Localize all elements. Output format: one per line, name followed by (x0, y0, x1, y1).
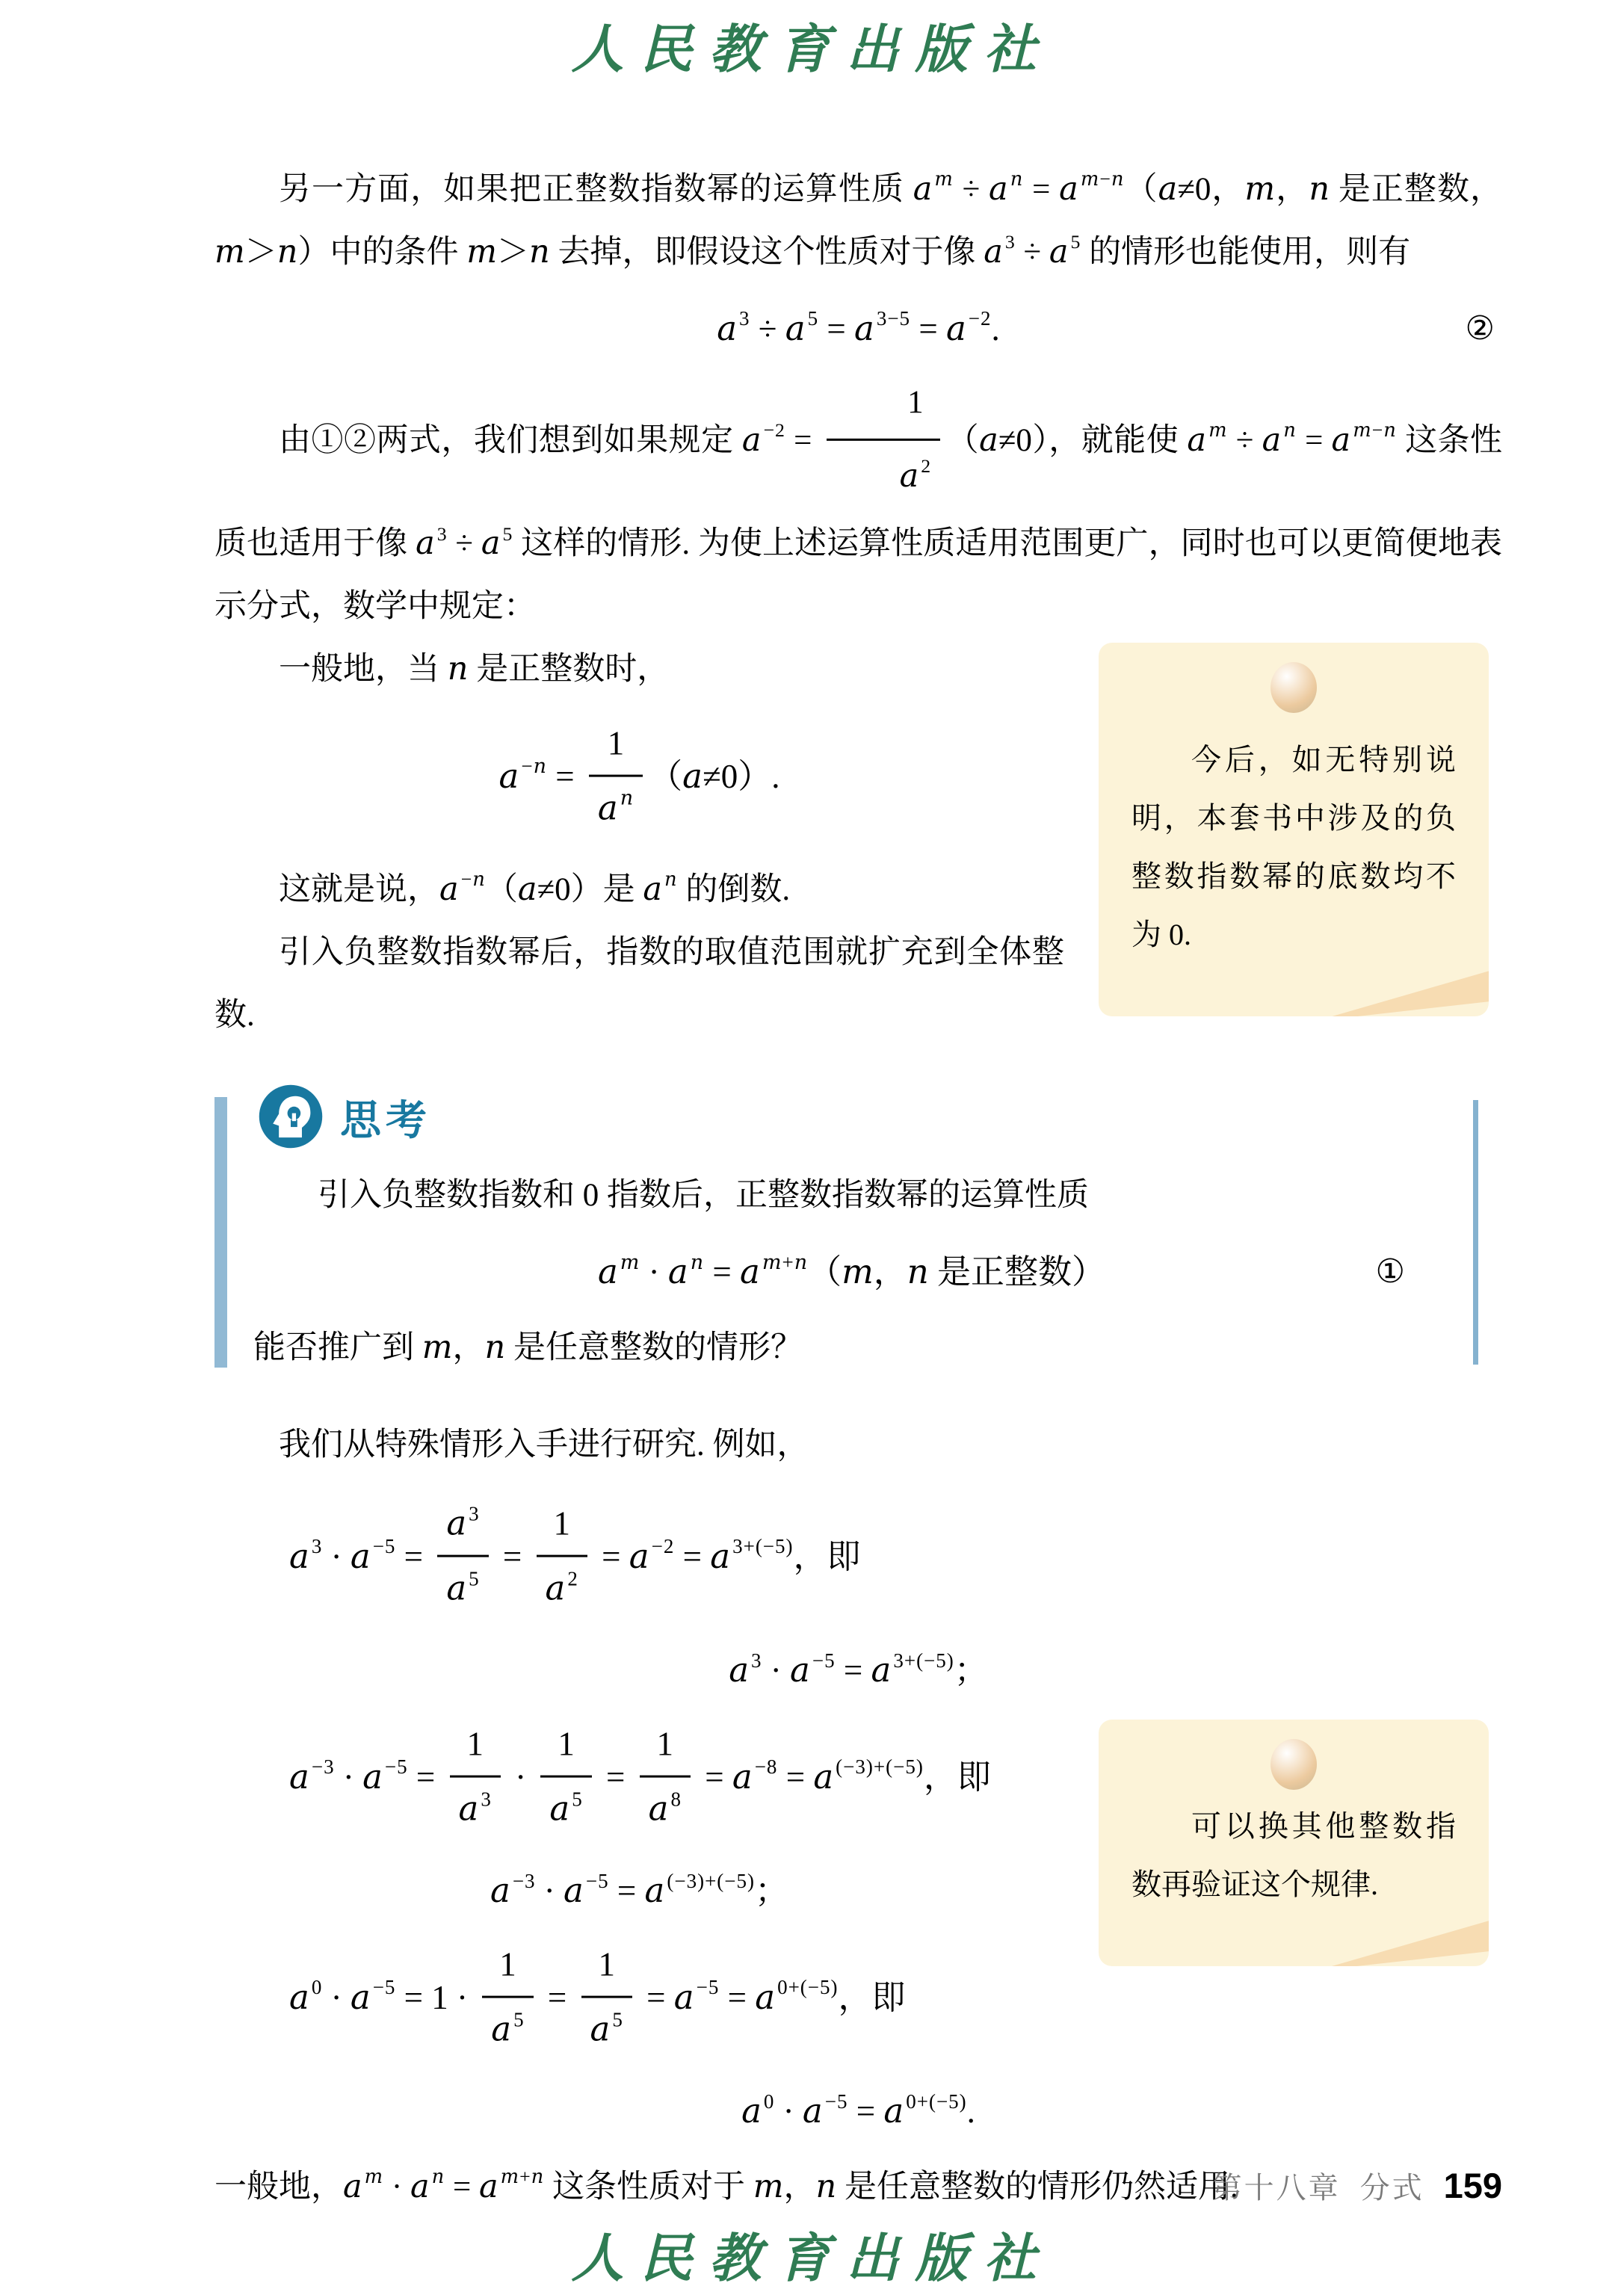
footer-page-number: 159 (1443, 2166, 1502, 2205)
think-title: 思考 (340, 1096, 432, 1143)
equation-tag-2: ② (1465, 309, 1495, 347)
formula-expression: a $^{-n}$ = $\frac{1}{a ^n}$ （a≠0）. (499, 758, 780, 795)
equation-tag-1: ① (1375, 1253, 1405, 1291)
publisher-logo-text: 人民教育出版社 (571, 18, 1053, 80)
paragraph-reciprocal: 这就是说，a $^{-n}$（a≠0）是 a $^n$ 的倒数. (279, 868, 791, 908)
formula-expression: a $^3$ ÷ a $^5$ = a $^{3-5}$ = a $^{-2}$. (717, 307, 1000, 348)
page-body (214, 0, 1502, 2219)
derivation-2: a $^{-3}$ · a $^{-5}$ = $\frac{1}{a ^3}$ · $\frac{1}{a ^5}$ = $\frac{1}{a ^8}$ = a $^{-8}$ = a $^{(-3)+(-5)}$，即 (214, 1720, 1502, 1841)
paragraph-special-cases: 我们从特殊情形入手进行研究. 例如， (279, 1427, 809, 1463)
think-header (258, 1084, 1450, 1149)
pin-pearl-icon (1271, 662, 1317, 713)
margin-note-text: 可以换其他整数指数再验证这个规律. (1131, 1808, 1456, 1901)
think-right-bar (1473, 1100, 1478, 1365)
publisher-logo-text: 人民教育出版社 (571, 2227, 1053, 2289)
derivation-3-result: a $^0$ · a $^{-5}$ = a $^{0+(-5)}$. (741, 2089, 975, 2131)
formula-a3-div-a5 (214, 302, 1502, 356)
derivation-1: a $^3$ · a $^{-5}$ = $\frac{a ^3}{a ^5}$ = $\frac{1}{a ^2}$ = a $^{-2}$ = a $^{3+(-5)}$，即 (214, 1499, 1502, 1621)
formula-am-an (253, 1245, 1450, 1299)
think-line-1: 引入负整数指数和 0 指数后，正整数指数幂的运算性质 (318, 1178, 1089, 1214)
think-left-bar (214, 1097, 227, 1368)
think-lightbulb-head-icon (258, 1084, 324, 1149)
paragraph-extend-integers: 引入负整数指数幂后，指数的取值范围就扩充到全体整数. (214, 934, 1064, 1033)
paragraph-general-rule-lead: 一般地，当 n 是正整数时， (279, 650, 670, 688)
paragraph-intro: 另一方面，如果把正整数指数幂的运算性质 a $^m$ ÷ a $^n$ = a $^{m-n}$（a≠0，m，n 是正整数，m＞n）中的条件 m＞n 去掉，即假设这个性质对于像 a $^3$ ÷ a $^5$ 的情形也能使用，则有 (214, 168, 1503, 271)
formula-negative-exponent-definition (214, 719, 1502, 841)
note-fold-corner (1332, 967, 1489, 1016)
formula-expression: a $^m$ · a $^n$ = a $^{m+n}$（m，n 是正整数） (597, 1250, 1106, 1292)
page-footer (1212, 2164, 1502, 2207)
derivation-3: a $^0$ · a $^{-5}$ = 1 · $\frac{1}{a ^5}$ = $\frac{1}{a ^5}$ = a $^{-5}$ = a $^{0+(-5)}$，即 (214, 1940, 1502, 2062)
derivation-2-result: a $^{-3}$ · a $^{-5}$ = a $^{(-3)+(-5)}$； (490, 1869, 789, 1910)
margin-note-text: 今后，如无特别说明，本套书中涉及的负整数指数幂的底数均不为 0. (1131, 743, 1456, 952)
paragraph-conclusion: 一般地，a $^m$ · a $^n$ = a $^{m+n}$ 这条性质对于 m，n 是任意整数的情形仍然适用. (214, 2166, 1238, 2205)
publisher-logo-bottom (0, 2217, 1624, 2292)
footer-chapter: 第十八章 (1211, 2171, 1341, 2205)
derivation-1-result: a $^3$ · a $^{-5}$ = a $^{3+(-5)}$； (729, 1649, 988, 1690)
footer-section: 分式 (1359, 2171, 1424, 2205)
think-line-2: 能否推广到 m，n 是任意整数的情形？ (253, 1329, 803, 1367)
think-callout (214, 1078, 1502, 1399)
paragraph-rule-motivation: 由①②两式，我们想到如果规定 a $^{-2}$ = $\frac{1}{a ^2}$ （a≠0），就能使 a $^m$ ÷ a $^n$ = a $^{m-n}$ 这条性质也适用于像 a $^3$ ÷ a $^5$ 这样的情形. 为使上述运算性质适用范围更广，同时也可以更简便地表示分式，数学中规定： (214, 374, 1502, 638)
